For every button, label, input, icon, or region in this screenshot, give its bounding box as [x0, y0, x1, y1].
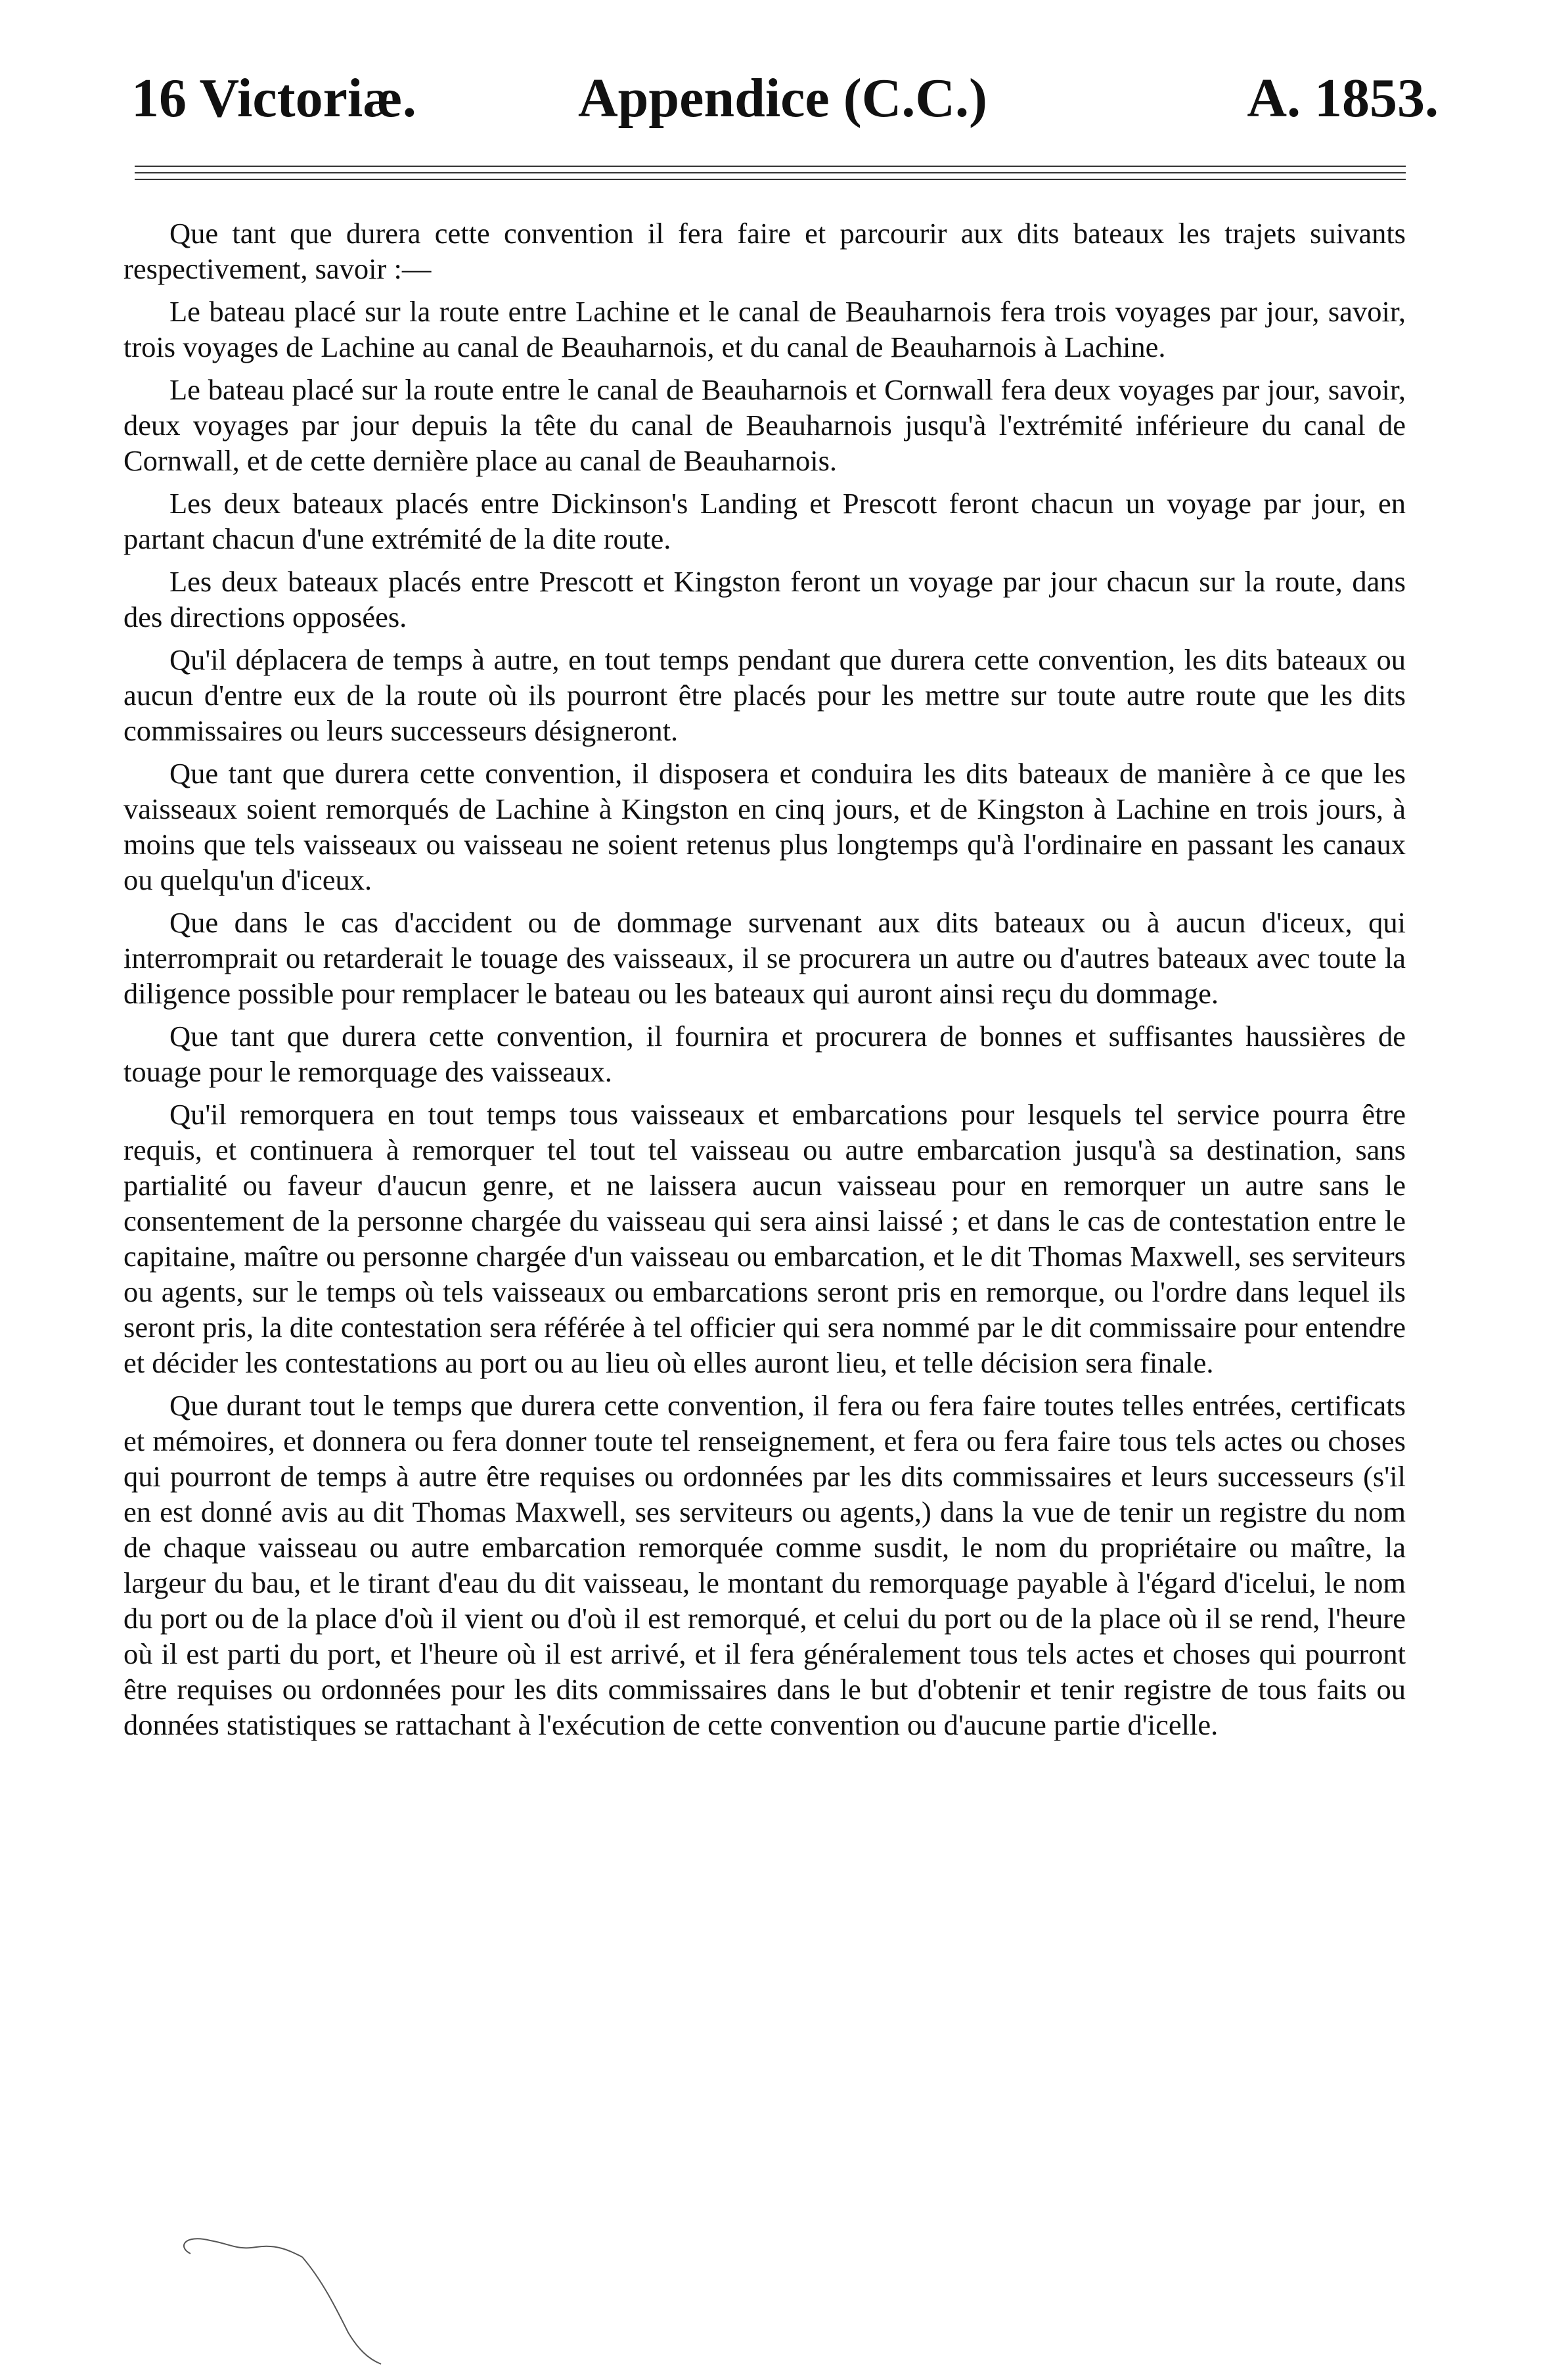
header-rule-bottom — [135, 179, 1406, 180]
header-rule-top — [135, 166, 1406, 167]
paragraph-remorquage-delais: Que tant que durera cette convention, il disposera et conduira les dits bateaux de manière à ce que les vaisseaux soient remorqués de Lachine à Kingston en cinq jours, et de Kingston à Lachine en trois jours, à moins que tels vaisseaux ou vaisseau ne soient retenus plus longtemps qu'à l'ordinaire en passant les canaux ou quelqu'un d'iceux. — [123, 757, 1406, 896]
page-header — [131, 62, 1439, 135]
paragraph-accident: Que dans le cas d'accident ou de dommage survenant aux dits bateaux ou à aucun d'iceux, qui interromprait ou retarderait le touage des vaisseaux, il se procurera un autre ou d'autres bateaux avec toute la diligence possible pour remplacer le bateau ou les bateaux qui auront ainsi reçu du dommage. — [123, 906, 1406, 1010]
header-appendix: Appendice (C.C.) — [578, 68, 987, 129]
paragraph-haussieres: Que tant que durera cette convention, il fournira et procurera de bonnes et suffisantes haussières de touage pour le remorquage des vaisseaux. — [123, 1020, 1406, 1088]
paragraph-prescott-kingston: Les deux bateaux placés entre Prescott et Kingston feront un voyage par jour chacun sur la route, dans des directions opposées. — [123, 565, 1406, 633]
header-session: 16 Victoriæ. — [131, 68, 416, 129]
paragraph-beauharnois-cornwall: Le bateau placé sur la route entre le canal de Beauharnois et Cornwall fera deux voyages par jour, savoir, deux voyages par jour depuis la tête du canal de Beauharnois jusqu'à l'extrémité inférieure du canal de Cornwall, et de cette dernière place au canal de Beauharnois. — [123, 373, 1406, 477]
header-rule-middle — [135, 172, 1406, 173]
paragraph-deplacement: Qu'il déplacera de temps à autre, en tout temps pendant que durera cette convention, les dits bateaux ou aucun d'entre eux de la route où ils pourront être placés pour les mettre sur toute autre route que les dits commissaires ou leurs successeurs désigneront. — [123, 643, 1406, 747]
paragraph-dickinson-prescott: Les deux bateaux placés entre Dickinson's Landing et Prescott feront chacun un voyage par jour, en partant chacun d'une extrémité de la dite route. — [123, 487, 1406, 555]
header-year: A. 1853. — [1247, 68, 1439, 129]
pencil-scribble — [171, 2227, 447, 2366]
paragraph-trajets: Que tant que durera cette convention il fera faire et parcourir aux dits bateaux les trajets suivants respectivement, savoir :— — [123, 217, 1406, 285]
paragraph-lachine-beauharnois: Le bateau placé sur la route entre Lachine et le canal de Beauharnois fera trois voyages par jour, savoir, trois voyages de Lachine au canal de Beauharnois, et du canal de Beauharnois à Lachine. — [123, 295, 1406, 363]
paragraph-registre: Que durant tout le temps que durera cette convention, il fera ou fera faire toutes telles entrées, certificats et mémoires, et donnera ou fera donner toute tel renseignement, et fera ou fera faire tous tels actes ou choses qui pourront de temps à autre être requises ou ordonnées par les dits commissaires et leurs successeurs (s'il en est donné avis au dit Thomas Maxwell, ses serviteurs ou agents,) dans la vue de tenir un registre du nom de chaque vaisseau ou autre embarcation remorquée comme susdit, le nom du propriétaire ou maître, la largeur du bau, et le tirant d'eau du dit vaisseau, le montant du remorquage payable à l'égard d'icelui, le nom du port ou de la place d'où il vient ou d'où il est remorqué, et celui du port ou de la place où il se rend, l'heure où il est parti du port, et l'heure où il est arrivé, et il fera généralement tous tels actes et choses qui pourront être requises ou ordonnées pour les dits commissaires dans le but d'obtenir et tenir registre de tous faits ou données statistiques se rattachant à l'exécution de cette convention ou d'aucune partie d'icelle. — [123, 1389, 1406, 1741]
paragraph-service-remorquage: Qu'il remorquera en tout temps tous vaisseaux et embarcations pour lesquels tel service pourra être requis, et continuera à remorquer tel tout tel vaisseau ou autre embarcation jusqu'à sa destination, sans partialité ou faveur d'aucun genre, et ne laissera aucun vaisseau pour en remorquer un autre sans le consentement de la personne chargée du vaisseau qui sera ainsi laissé ; et dans le cas de contestation entre le capitaine, maître ou personne chargée d'un vaisseau ou embarcation, et le dit Thomas Maxwell, ses serviteurs ou agents, sur le temps où tels vaisseaux ou embarcations seront pris en remorque, ou l'ordre dans lequel ils seront pris, la dite contestation sera référée à tel officier qui sera nommé par le dit commissaire pour entendre et décider les contestations au port ou au lieu où elles auront lieu, et telle décision sera finale. — [123, 1098, 1406, 1379]
body-text — [123, 216, 1406, 1750]
